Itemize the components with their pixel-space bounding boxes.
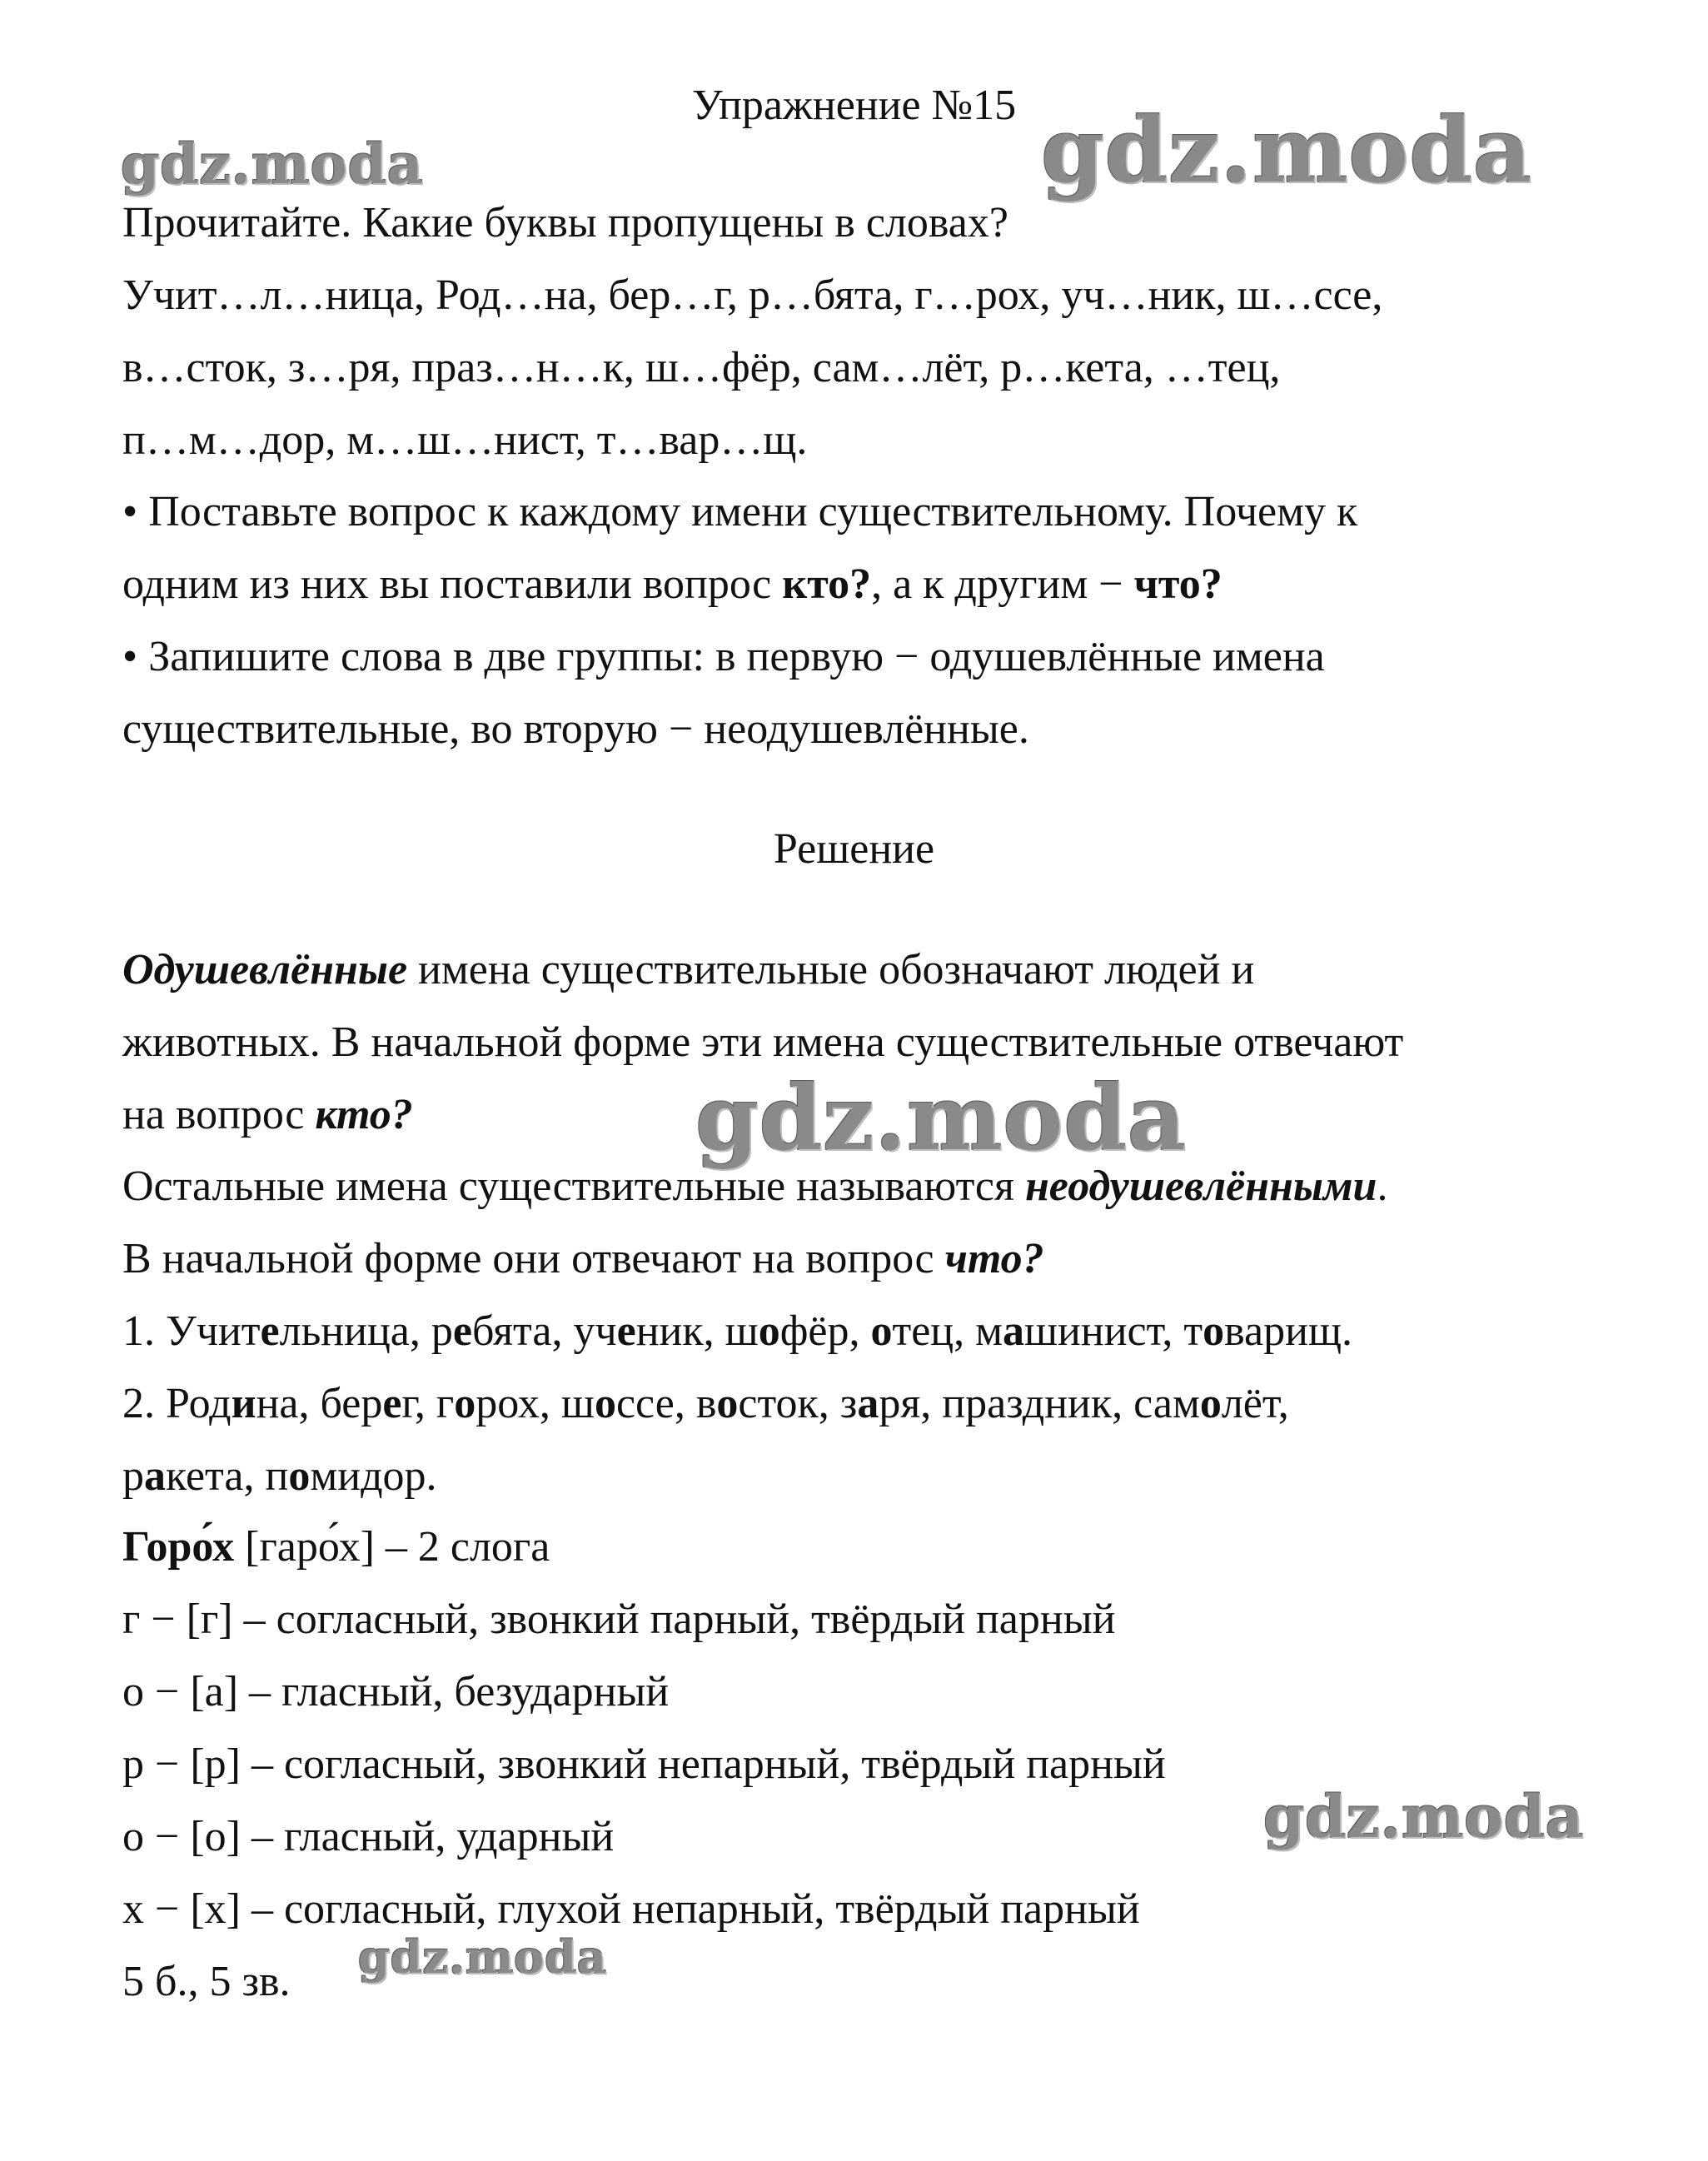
letters-sounds-summary: 5 б., 5 зв. <box>122 1958 291 2005</box>
word-fragment: на, бер <box>256 1380 383 1427</box>
stressed-letter: о <box>1203 1307 1225 1355</box>
phonetic-analysis-header: Горо́х [гаро́х] – 2 слога <box>122 1523 550 1571</box>
word-fragment: ря, праздник, сам <box>879 1380 1200 1427</box>
question-2-line-1: • Запишите слова в две группы: в первую − одушевлённые имена <box>122 633 1325 680</box>
stressed-letter: и <box>231 1380 256 1427</box>
word-fragment: шинист, т <box>1024 1307 1203 1355</box>
inanimate-words-list-line-1 <box>122 1379 1289 1429</box>
analysis-word: Горо́х <box>122 1523 235 1571</box>
word-fragment: варищ. <box>1224 1307 1352 1355</box>
word-fragment: бята, уч <box>471 1307 617 1355</box>
stressed-letter: о <box>454 1380 476 1427</box>
word-fragment: лёт, <box>1221 1380 1289 1427</box>
chto-keyword: что? <box>1133 560 1222 608</box>
stressed-letter: а <box>857 1380 879 1427</box>
stressed-letter: е <box>260 1307 280 1355</box>
animate-term: Одушевлённые <box>122 946 408 993</box>
solution-paragraph-1-line-3: на вопрос кто? <box>122 1091 413 1138</box>
question-1-line-2: одним из них вы поставили вопрос кто?, а к другим − что? <box>122 560 1222 608</box>
solution-paragraph-1-line-1: Одушевлённые имена существительные обозначают людей и <box>122 946 1255 993</box>
stressed-letter: о <box>870 1307 893 1355</box>
task-prompt: Прочитайте. Какие буквы пропущены в словах? <box>122 199 1008 246</box>
exercise-title: Упражнение №15 <box>691 82 1017 129</box>
word-fragment: кета, п <box>166 1452 289 1500</box>
watermark-logo-1: gdz.moda <box>121 132 424 197</box>
word-fragment: рох, ш <box>476 1380 595 1427</box>
solution-heading: Решение <box>773 825 935 873</box>
word-fragment: ссе, в <box>615 1380 717 1427</box>
sound-row: р − [р] – согласный, звонкий непарный, твёрдый парный <box>122 1740 1166 1788</box>
kto-keyword: кто? <box>782 560 872 608</box>
stressed-letter: е <box>452 1307 472 1355</box>
inanimate-term: неодушевлёнными <box>1024 1163 1377 1210</box>
inanimate-words-list-line-2 <box>122 1451 437 1501</box>
word-fragment: 1. Учит <box>122 1307 261 1355</box>
solution-paragraph-1-line-2: животных. В начальной форме эти имена существительные отвечают <box>122 1018 1404 1066</box>
stressed-letter: о <box>716 1380 739 1427</box>
watermark-logo-2: gdz.moda <box>1041 98 1532 203</box>
watermark-logo-3: gdz.moda <box>695 1066 1187 1171</box>
word-fragment: ник, ш <box>635 1307 759 1355</box>
sound-row: х − [х] – согласный, глухой непарный, твёрдый парный <box>122 1885 1140 1933</box>
stressed-letter: о <box>1199 1380 1222 1427</box>
task-words-line-3: п…м…дор, м…ш…нист, т…вар…щ. <box>122 416 808 464</box>
stressed-letter: о <box>594 1380 616 1427</box>
sound-row: г − [г] – согласный, звонкий парный, твёрдый парный <box>122 1596 1116 1643</box>
stressed-letter: о <box>758 1307 780 1355</box>
word-fragment: г, г <box>401 1380 455 1427</box>
word-fragment: мидор. <box>310 1452 437 1500</box>
solution-paragraph-2-line-2: В начальной форме они отвечают на вопрос что? <box>122 1235 1044 1282</box>
solution-paragraph-2-line-1: Остальные имена существительные называются неодушевлёнными. <box>122 1163 1388 1210</box>
kto-answer: кто? <box>315 1091 413 1138</box>
question-2-line-2: существительные, во вторую − неодушевлённые. <box>122 705 1029 753</box>
question-1-line-1: • Поставьте вопрос к каждому имени существительному. Почему к <box>122 488 1358 535</box>
watermark-logo-4: gdz.moda <box>1263 1782 1585 1851</box>
chto-answer: что? <box>944 1235 1044 1282</box>
word-fragment: тец, м <box>892 1307 1003 1355</box>
sound-row: о − [а] – гласный, безударный <box>122 1668 670 1715</box>
stressed-letter: о <box>288 1452 311 1500</box>
stressed-letter: е <box>382 1380 402 1427</box>
stressed-letter: а <box>1003 1307 1025 1355</box>
animate-words-list <box>122 1307 1352 1357</box>
task-words-line-1: Учит…л…ница, Род…на, бер…г, р…бята, г…рох, уч…ник, ш…ссе, <box>122 271 1383 319</box>
word-fragment: 2. Род <box>122 1380 232 1427</box>
stressed-letter: а <box>144 1452 166 1500</box>
stressed-letter: е <box>616 1307 636 1355</box>
word-fragment: р <box>122 1452 144 1500</box>
sound-row: о − [о] – гласный, ударный <box>122 1813 615 1860</box>
word-fragment: льница, р <box>279 1307 453 1355</box>
watermark-logo-5: gdz.moda <box>358 1930 607 1984</box>
word-fragment: сток, з <box>738 1380 858 1427</box>
task-words-line-2: в…сток, з…ря, праз…н…к, ш…фёр, сам…лёт, р…кета, …тец, <box>122 344 1281 391</box>
word-fragment: фёр, <box>779 1307 871 1355</box>
